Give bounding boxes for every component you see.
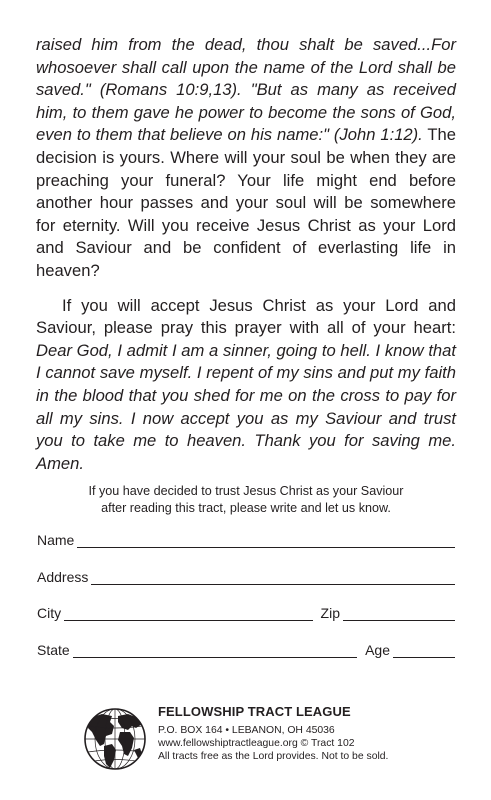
name-line[interactable] [77, 546, 455, 548]
decision-text: The decision is yours. Where will your soul be when they are preaching your funeral? Your life might end before another hour passes and your soul will be somewhere for eternity. Will you receive Jesus Christ as your Lord and Saviour and be confident of everlasting life in heaven? [36, 125, 457, 280]
address-line[interactable] [91, 583, 455, 585]
publisher-footer [82, 702, 462, 772]
age-label: Age [365, 642, 390, 658]
invite-line-2: after reading this tract, please write and let us know. [101, 500, 391, 515]
paragraph-scripture [36, 34, 456, 283]
state-line[interactable] [73, 656, 357, 658]
state-age-row [37, 638, 455, 658]
address-row [37, 565, 455, 585]
globe-icon [82, 706, 148, 772]
zip-line[interactable] [343, 619, 455, 621]
prayer-intro: If you will accept Jesus Christ as your Lord and Saviour, please pray this prayer with all of your heart: [36, 295, 456, 338]
city-zip-row [37, 601, 455, 621]
org-address: P.O. BOX 164 • LEBANON, OH 45036 [158, 725, 335, 736]
address-label: Address [37, 569, 89, 585]
prayer-text: Dear God, I admit I am a sinner, going to hell. I know that I cannot save myself. I repent of my sins and put my faith in the blood that you shed for me on the cross to pay for all my sins. I now accept you as my Saviour and trust you to take me to heaven. Thank you for saving me. Amen. [36, 340, 456, 473]
tract-body [36, 34, 456, 475]
org-name: FELLOWSHIP TRACT LEAGUE [158, 704, 351, 719]
city-line[interactable] [64, 619, 312, 621]
name-label: Name [37, 532, 75, 548]
state-label: State [37, 642, 70, 658]
city-label: City [37, 605, 62, 621]
name-row [37, 528, 455, 548]
scripture-quote: raised him from the dead, thou shalt be saved...For whosoever shall call upon the name of the Lord shall be saved." (Romans 10:9,13). "But as many as received him, to them gave he power to become the sons of God, even to them that believe on his name:" (John 1:12). [36, 35, 456, 145]
age-line[interactable] [393, 656, 455, 658]
invite-line-1: If you have decided to trust Jesus Christ as your Saviour [88, 484, 404, 498]
org-contact [158, 724, 388, 763]
zip-label: Zip [320, 605, 340, 621]
org-notice: All tracts free as the Lord provides. Not to be sold. [158, 751, 389, 762]
response-invitation [36, 483, 456, 516]
paragraph-prayer [36, 295, 456, 476]
org-website[interactable]: www.fellowshiptractleague.org © Tract 102 [158, 738, 355, 749]
